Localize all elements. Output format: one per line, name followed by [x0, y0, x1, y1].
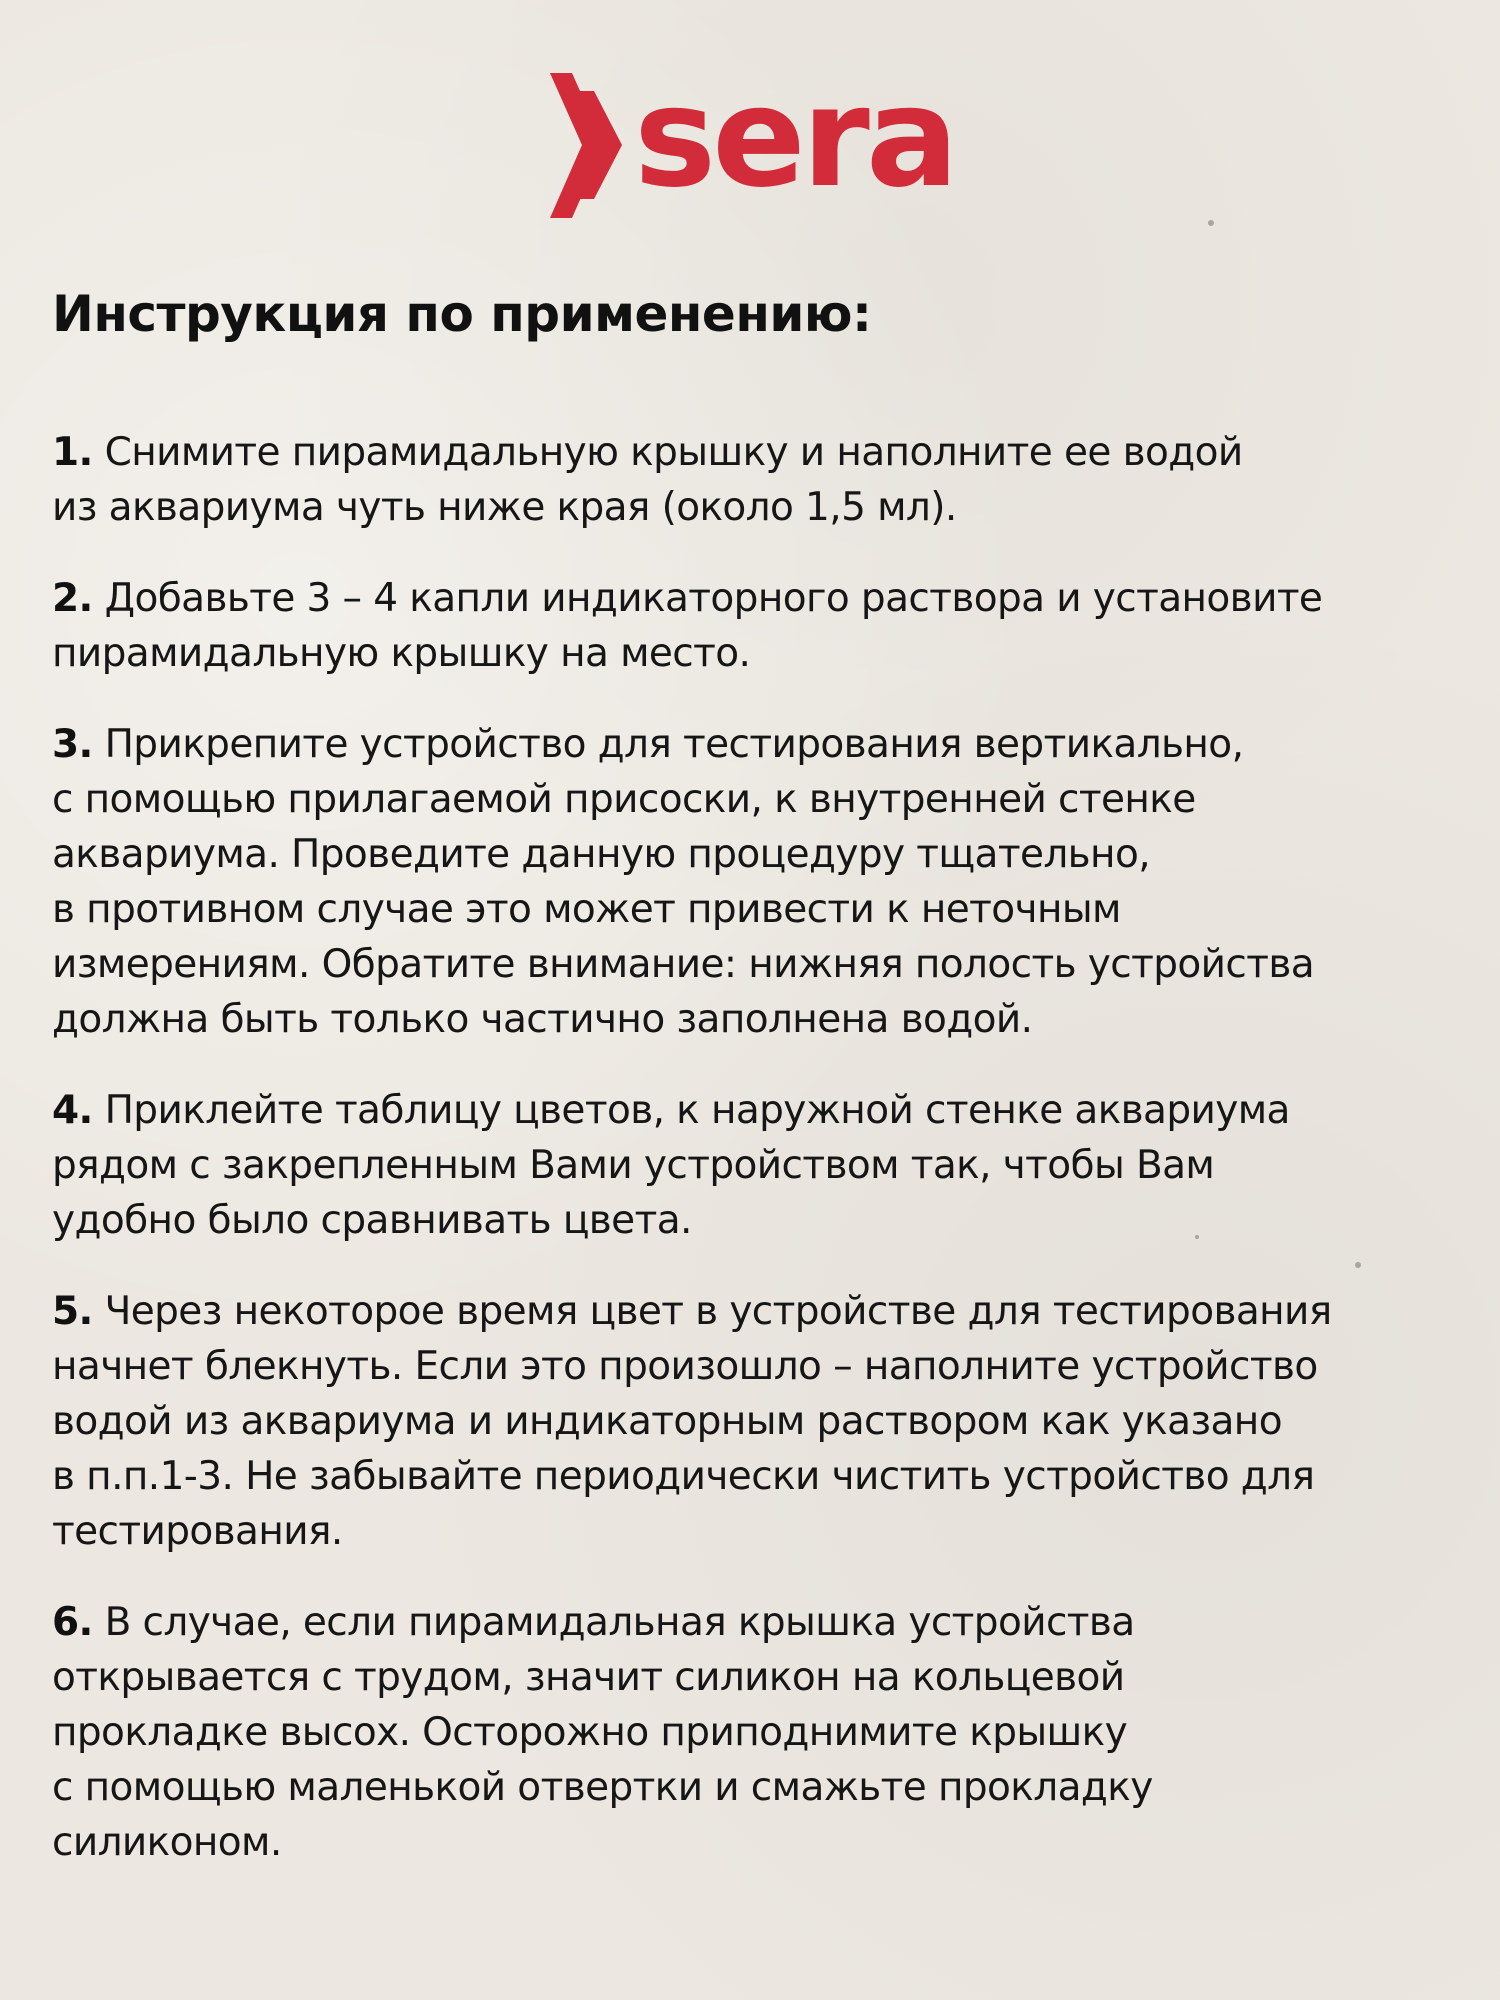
step-text: прокладке высох. Осторожно приподнимите крышку	[52, 1710, 1128, 1755]
step-text: в противном случае это может привести к неточным	[52, 887, 1121, 932]
step-text: в п.п.1-3. Не забывайте периодически чистить устройство для	[52, 1454, 1315, 1499]
step-number: 5.	[52, 1289, 93, 1334]
step-text: с помощью прилагаемой присоски, к внутренней стенке	[52, 777, 1196, 822]
brand-wordmark: sera	[634, 57, 955, 218]
step-line	[52, 425, 1462, 480]
step-text: аквариума. Проведите данную процедуру тщательно,	[52, 832, 1151, 877]
step-text: Прикрепите устройство для тестирования вертикально,	[104, 722, 1244, 767]
instruction-step-3	[52, 717, 1462, 1047]
double-chevron-icon	[548, 73, 638, 218]
step-line	[52, 1595, 1462, 1650]
step-line	[52, 1449, 1462, 1504]
sera-logo	[548, 57, 958, 220]
step-number: 4.	[52, 1088, 93, 1133]
step-line	[52, 1284, 1462, 1339]
step-line	[52, 1138, 1462, 1193]
step-text: должна быть только частично заполнена водой.	[52, 997, 1033, 1042]
step-text: открывается с трудом, значит силикон на кольцевой	[52, 1655, 1125, 1700]
step-text: В случае, если пирамидальная крышка устройства	[104, 1600, 1135, 1645]
step-line	[52, 1394, 1462, 1449]
instruction-step-4	[52, 1083, 1462, 1248]
step-line	[52, 1083, 1462, 1138]
step-line	[52, 1705, 1462, 1760]
instruction-steps	[52, 425, 1462, 1906]
step-text: водой из аквариума и индикаторным раствором как указано	[52, 1399, 1282, 1444]
step-line	[52, 626, 1462, 681]
step-text: удобно было сравнивать цвета.	[52, 1198, 692, 1243]
step-number: 6.	[52, 1600, 93, 1645]
step-line	[52, 717, 1462, 772]
instruction-step-6	[52, 1595, 1462, 1870]
step-text: пирамидальную крышку на место.	[52, 631, 751, 676]
step-number: 2.	[52, 576, 93, 621]
instruction-step-5	[52, 1284, 1462, 1559]
step-line	[52, 1815, 1462, 1870]
step-line	[52, 1193, 1462, 1248]
page-title: Инструкция по применению:	[52, 285, 872, 343]
instruction-step-2	[52, 571, 1462, 681]
step-text: Приклейте таблицу цветов, к наружной стенке аквариума	[104, 1088, 1290, 1133]
step-text: измерениям. Обратите внимание: нижняя полость устройства	[52, 942, 1315, 987]
instruction-step-1	[52, 425, 1462, 535]
step-number: 1.	[52, 430, 93, 475]
step-line	[52, 882, 1462, 937]
step-line	[52, 937, 1462, 992]
step-text: начнет блекнуть. Если это произошло – наполните устройство	[52, 1344, 1318, 1389]
step-line	[52, 772, 1462, 827]
step-text: рядом с закрепленным Вами устройством так, чтобы Вам	[52, 1143, 1215, 1188]
step-number: 3.	[52, 722, 93, 767]
step-text: тестирования.	[52, 1509, 343, 1554]
step-line	[52, 1339, 1462, 1394]
step-line	[52, 571, 1462, 626]
step-text: с помощью маленькой отвертки и смажьте прокладку	[52, 1765, 1153, 1810]
step-line	[52, 992, 1462, 1047]
step-line	[52, 480, 1462, 535]
step-line	[52, 827, 1462, 882]
step-text: Через некоторое время цвет в устройстве для тестирования	[104, 1289, 1332, 1334]
step-line	[52, 1504, 1462, 1559]
step-text: Добавьте 3 – 4 капли индикаторного раствора и установите	[104, 576, 1323, 621]
step-text: Снимите пирамидальную крышку и наполните ее водой	[104, 430, 1243, 475]
step-text: из аквариума чуть ниже края (около 1,5 мл).	[52, 485, 957, 530]
step-text: силиконом.	[52, 1820, 282, 1865]
step-line	[52, 1760, 1462, 1815]
step-line	[52, 1650, 1462, 1705]
